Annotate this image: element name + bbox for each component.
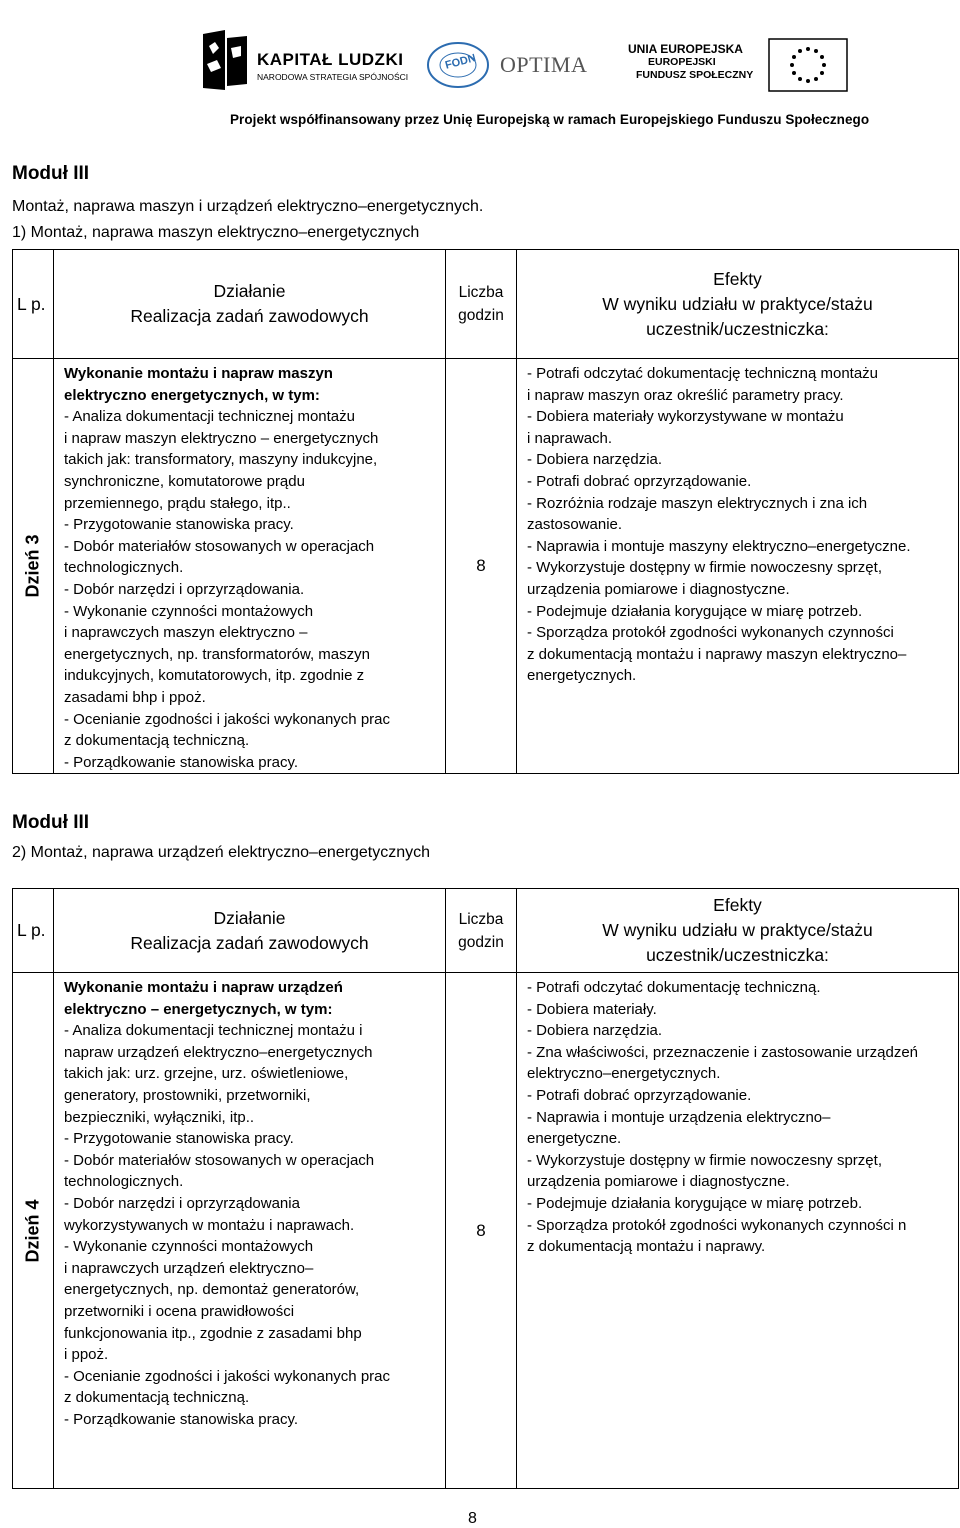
module-title-1: Moduł III [12, 163, 90, 184]
day-cell [13, 973, 54, 1489]
list-item: - Dobiera materiały. [527, 1000, 657, 1018]
list-item: i naprawczych urządzeń elektryczno– [64, 1259, 314, 1277]
list-item: z dokumentacją techniczną. [64, 732, 250, 750]
list-item: - Podejmuje działania korygujące w miarę potrzeb. [527, 602, 863, 620]
list-item: - Wykonanie czynności montażowych [64, 1238, 314, 1256]
hours-header-label: Liczba [458, 284, 504, 301]
module-section-heading-1: 1) Montaż, naprawa maszyn elektryczno–energetycznych [12, 224, 420, 241]
effects-header-sublabel: W wyniku udziału w praktyce/stażu [602, 920, 873, 940]
action-title-line: elektryczno energetycznych, w tym: [64, 386, 320, 404]
list-item: - Dobiera narzędzia. [527, 1022, 663, 1040]
module-section-heading-2: 2) Montaż, naprawa urządzeń elektryczno–energetycznych [12, 844, 430, 861]
list-item: - Wykorzystuje dostępny w firmie nowoczesny sprzęt, [527, 559, 882, 577]
action-title [64, 363, 439, 406]
list-item: energetyczne. [527, 1130, 622, 1148]
list-item: - Potrafi odczytać dokumentację techniczną. [527, 979, 821, 996]
list-item: urządzenia pomiarowe i diagnostyczne. [527, 580, 790, 598]
hours-header [446, 250, 517, 359]
list-item: - Przygotowanie stanowiska pracy. [64, 1130, 294, 1148]
list-item: energetycznych, np. demontaż generatorów, [64, 1281, 360, 1299]
list-item: synchroniczne, komutatorowe prądu [64, 472, 305, 490]
action-header-label: Działanie [213, 281, 286, 301]
action-header [54, 889, 446, 973]
list-item: - Dobór narzędzi i oprzyrządowania [64, 1194, 300, 1212]
eu-flag-icon [768, 38, 848, 92]
effects-header-label: Efekty [713, 268, 762, 289]
list-item: elektryczno–energetycznych. [527, 1065, 721, 1083]
lp-header [13, 889, 54, 973]
list-item: - Porządkowanie stanowiska pracy. [64, 1410, 298, 1428]
action-title [64, 977, 439, 1020]
lp-header [13, 250, 54, 359]
page-number: 8 [468, 1510, 477, 1527]
action-list [64, 406, 439, 773]
list-item: z dokumentacją montażu i naprawy. [527, 1238, 766, 1256]
list-item: technologicznych. [64, 559, 184, 577]
list-item: energetycznych, np. transformatorów, maszyn [64, 645, 370, 663]
effects-header-sublabel-2: uczestnik/uczestniczka: [646, 945, 829, 965]
kapital-ludzki-emblem-icon [195, 28, 255, 94]
list-item: - Porządkowanie stanowiska pracy. [64, 753, 298, 771]
action-header-sublabel: Realizacja zadań zawodowych [130, 306, 369, 326]
effects-cell [517, 973, 959, 1489]
effects-list [527, 977, 954, 1258]
hours-cell: 8 [446, 359, 517, 774]
list-item: i napraw maszyn elektryczno – energetycznych [64, 429, 379, 447]
table-header-row [13, 250, 959, 359]
list-item: - Analiza dokumentacji technicznej montażu i [64, 1022, 363, 1040]
list-item: i napraw maszyn oraz określić parametry pracy. [527, 386, 844, 404]
eu-logo [628, 42, 928, 92]
list-item: - Przygotowanie stanowiska pracy. [64, 516, 294, 534]
list-item: takich jak: transformatory, maszyny indukcyjne, [64, 451, 378, 469]
schedule-table-2 [12, 888, 959, 1489]
lp-header-label: L p. [17, 920, 46, 940]
list-item: - Naprawia i montuje maszyny elektryczno–energetyczne. [527, 537, 911, 555]
list-item: i ppoż. [64, 1346, 109, 1364]
list-item: technologicznych. [64, 1173, 184, 1191]
list-item: - Sporządza protokół zgodności wykonanych czynności [527, 624, 894, 642]
list-item: - Potrafi dobrać oprzyrządowanie. [527, 472, 752, 490]
action-cell [54, 973, 446, 1489]
effects-header [517, 250, 959, 359]
list-item: takich jak: urz. grzejne, urz. oświetleniowe, [64, 1065, 349, 1083]
table-row [13, 359, 959, 774]
list-item: indukcyjnych, komutatorowych, itp. zgodnie z [64, 667, 365, 685]
eu-title: UNIA EUROPEJSKA [628, 42, 743, 56]
list-item: wykorzystywanych w montażu i naprawach. [64, 1216, 355, 1234]
action-cell [54, 359, 446, 774]
schedule-table-1 [12, 249, 959, 774]
list-item: - Ocenianie zgodności i jakości wykonanych prac [64, 710, 390, 728]
list-item: - Podejmuje działania korygujące w miarę potrzeb. [527, 1194, 863, 1212]
fodn-logo [425, 40, 495, 90]
list-item: zastosowanie. [527, 516, 623, 534]
list-item: - Potrafi odczytać dokumentację techniczną montażu [527, 365, 879, 382]
list-item: i naprawczych maszyn elektryczno – [64, 624, 308, 642]
list-item: zasadami bhp i ppoż. [64, 688, 206, 706]
list-item: - Sporządza protokół zgodności wykonanych czynności n [527, 1216, 907, 1234]
list-item: - Wykorzystuje dostępny w firmie nowoczesny sprzęt, [527, 1151, 882, 1169]
table-row [13, 973, 959, 1489]
list-item: z dokumentacją techniczną. [64, 1389, 250, 1407]
list-item: funkcjonowania itp., zgodnie z zasadami bhp [64, 1324, 362, 1342]
hours-header [446, 889, 517, 973]
module-title-2: Moduł III [12, 812, 90, 833]
list-item: z dokumentacją montażu i naprawy maszyn elektryczno– [527, 645, 907, 663]
module-subtitle-1: Montaż, naprawa maszyn i urządzeń elektryczno–energetycznych. [12, 198, 484, 215]
kapital-ludzki-title: KAPITAŁ LUDZKI [257, 50, 404, 69]
list-item: przemiennego, prądu stałego, itp.. [64, 494, 291, 512]
list-item: energetycznych. [527, 667, 637, 685]
list-item: - Ocenianie zgodności i jakości wykonanych prac [64, 1367, 390, 1385]
list-item: - Dobór materiałów stosowanych w operacjach [64, 1151, 375, 1169]
list-item: generatory, prostowniki, przetworniki, [64, 1086, 311, 1104]
list-item: i naprawach. [527, 429, 613, 447]
action-header-label: Działanie [213, 907, 286, 928]
fodn-label: FODN [443, 52, 478, 72]
list-item: - Rozróżnia rodzaje maszyn elektrycznych i zna ich [527, 494, 868, 512]
hours-header-sublabel: godzin [458, 307, 504, 324]
kapital-ludzki-subtitle: NARODOWA STRATEGIA SPÓJNOŚCI [257, 72, 409, 82]
hours-cell: 8 [446, 973, 517, 1489]
action-header [54, 250, 446, 359]
list-item: - Dobiera materiały wykorzystywane w montażu [527, 408, 844, 426]
day-label: Dzień 4 [22, 1198, 43, 1263]
action-list [64, 1020, 439, 1430]
list-item: przetworniki i ocena prawidłowości [64, 1302, 295, 1320]
list-item: urządzenia pomiarowe i diagnostyczne. [527, 1173, 790, 1191]
list-item: - Naprawia i montuje urządzenia elektryczno– [527, 1108, 831, 1126]
eu-subtitle-2: FUNDUSZ SPOŁECZNY [636, 69, 754, 81]
effects-header-label: Efekty [713, 895, 762, 915]
list-item: - Wykonanie czynności montażowych [64, 602, 314, 620]
optima-logo: OPTIMA [500, 52, 588, 77]
effects-header [517, 889, 959, 973]
hours-header-label: Liczba [458, 910, 504, 928]
list-item: bezpieczniki, wyłączniki, itp.. [64, 1108, 255, 1126]
hours-header-sublabel: godzin [458, 933, 504, 951]
lp-header-label: L p. [17, 293, 46, 314]
list-item: - Dobiera narzędzia. [527, 451, 663, 469]
effects-header-sublabel: W wyniku udziału w praktyce/stażu [602, 293, 873, 314]
action-header-sublabel: Realizacja zadań zawodowych [130, 932, 369, 953]
table-header-row [13, 889, 959, 973]
day-cell [13, 359, 54, 774]
header-logos [0, 0, 960, 140]
action-title-line: elektryczno – energetycznych, w tym: [64, 1000, 333, 1018]
list-item: - Dobór materiałów stosowanych w operacjach [64, 537, 375, 555]
effects-header-sublabel-2: uczestnik/uczestniczka: [646, 318, 829, 339]
kapital-ludzki-logo [195, 28, 425, 98]
list-item: - Potrafi dobrać oprzyrządowanie. [527, 1086, 752, 1104]
list-item: - Zna właściwości, przeznaczenie i zastosowanie urządzeń [527, 1043, 919, 1061]
eu-subtitle-1: EUROPEJSKI [648, 56, 716, 68]
day-label: Dzień 3 [22, 534, 43, 598]
project-funding-line: Projekt współfinansowany przez Unię Europejską w ramach Europejskiego Funduszu Społecznego [230, 112, 870, 127]
action-title-line: Wykonanie montażu i napraw maszyn [64, 365, 333, 382]
list-item: - Dobór narzędzi i oprzyrządowania. [64, 580, 305, 598]
list-item: napraw urządzeń elektryczno–energetycznych [64, 1043, 373, 1061]
effects-list [527, 363, 954, 687]
effects-cell [517, 359, 959, 774]
action-title-line: Wykonanie montażu i napraw urządzeń [64, 979, 343, 996]
list-item: - Analiza dokumentacji technicznej montażu [64, 408, 355, 426]
